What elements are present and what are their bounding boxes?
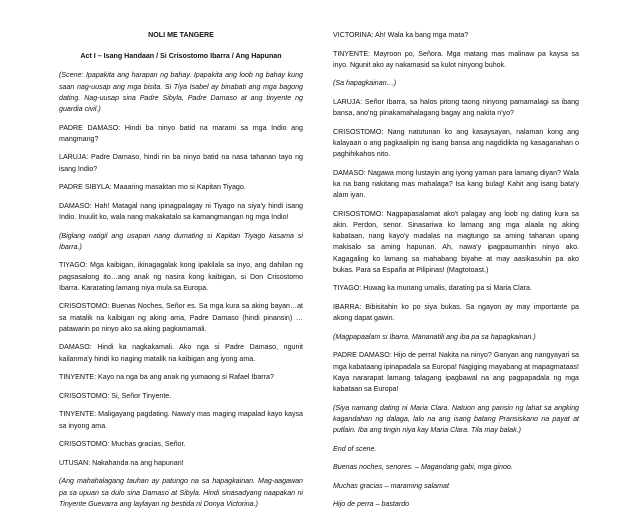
dialogue-line: DAMASO: Hindi ka nagkakamali. Ako nga si Padre Damaso, ngunit kailanma'y hindi ko naging matalik na kaibigan ang iyong ama. (59, 343, 303, 363)
dialogue-line: VICTORINA: Ah! Wala ka bang mga mata? (333, 31, 469, 39)
dialogue-line: LARUJA: Señor Ibarra, sa halos pitong taong ninyong pamamalagi sa ibang bansa, ano'ng pinakamahalagang bagay ang nakita n'yo? (333, 97, 579, 118)
dialogue-line: CRISOSTOMO: Si, Señor Tinyente. (59, 391, 172, 400)
glossary-item: Hijo de perra – bastardo (333, 500, 410, 509)
dialogue-line: UTUSAN: Nakahanda na ang hapunan! (59, 458, 184, 467)
dialogue-line: PADRE SIBYLA: Maaaring masaktan mo si Kapitan Tiyago. (59, 183, 246, 192)
end-of-scene: End of scene. (333, 444, 377, 453)
stage-direction: (Siya namang dating ni Maria Clara. Natuon ang pansin ng lahat sa angking kagandahan ng dalaga, lalo na ang isang batang Pransiskano na payat at putlain. Iba ang tingin niya kay Maria Clara. Tila may balak.) (333, 403, 579, 434)
dialogue-line: CRISOSTOMO: Nang natutunan ko ang kasaysayan, nalaman kong ang kalayaan o ang pagkaalipin ng isang bansa ang nagdidikta ng kasaganahan o paghihikahos nito. (333, 127, 579, 159)
stage-direction: (Scene: Ipapakita ang harapan ng bahay. Ipapakita ang loob ng bahay kung saan nag-uusap ang mga bisita. Si Tiya Isabel ay binabati ang mga bagong dating. Nag-uusap sina Padre Sibyla, Padre Damaso at ang tinyente ng guardia civil.) (59, 71, 303, 114)
dialogue-line: TIYAGO: Mga kaibigan, ikinagagalak kong ipakilala sa inyo, ang dahilan ng pagsasalong ito…ang anak ng nasira kong kaibigan, si Don Crisostomo Ibarra. Kararating lamang niya mula sa Europa. (59, 261, 303, 292)
dialogue-line: TINYENTE: Mayroon po, Señora. Mga matang mas malinaw pa kaysa sa inyo. Ngunit ako ay nakamasid sa kulot ninyong buhok. (333, 49, 579, 69)
stage-direction: (Magpapaalam si Ibarra. Mananatili ang iba pa sa hapagkainan.) (333, 332, 536, 341)
dialogue-line: TINYENTE: Kayo na nga ba ang anak ng yumaong si Rafael Ibarra? (59, 373, 274, 382)
dialogue-line: IBARRA: Bibisitahin ko po siya bukas. Sa ngayon ay may importante pa akong dapat gawin. (333, 302, 579, 323)
dialogue-line: PADRE DAMASO: Hindi ba ninyo batid na marami sa mga Indio ang mangmang? (59, 123, 303, 143)
stage-direction: (Biglang natigil ang usapan nang dumating si Kapitan Tiyago kasama si Ibarra.) (59, 231, 303, 251)
document-title: NOLI ME TANGERE (148, 31, 214, 39)
glossary-item: Buenas noches, senores. – Magandang gabi, mga ginoo. (333, 463, 513, 472)
dialogue-line: TIYAGO: Huwag ka munang umalis, darating pa si Maria Clara. (333, 284, 532, 293)
dialogue-line: LARUJA: Padre Damaso, hindi rin ba ninyo batid na nasa tahanan tayo ng isang Indio? (59, 153, 303, 173)
stage-direction: (Ang mahahalagang tauhan ay patungo na sa hapagkainan. Mag-aagawan pa sa upuan sa dulo sina Damaso at Sibyla. Hindi sinasadyang naapakan ni Tinyente Guevarra ang laylayan ng bestida ni Donya Victorina.) (59, 477, 303, 508)
stage-direction: (Sa hapagkainan…) (333, 79, 397, 88)
dialogue-line: CRISOSTOMO: Muchas gracias, Señor. (59, 440, 186, 449)
dialogue-line: CRISOSTOMO: Buenas Noches, Señor es. Sa mga kura sa aking bayan…at sa matalik na kaibigan ng aking ama, Padre Damaso (hindi pinansin) …patawarin po ninyo ako sa aking pagkamamali. (59, 302, 303, 333)
left-column (59, 30, 303, 517)
dialogue-line: PADRE DAMASO: Hijo de perra! Nakita na ninyo? Ganyan ang nangyayari sa mga kabataang ipinapadala sa Europa! Nagiging mayabang at mapagmataas! Kaya nararapat lamang talagang ipagbawal na ang pagpapadala ng mga kabataan sa Europa! (333, 351, 579, 393)
dialogue-line: DAMASO: Hah! Matagal nang ipinagpalagay ni Tiyago na siya'y hindi isang Indio. Inuulit ko, wala nang makakatalo sa kamangmangan ng mga Indio! (59, 201, 303, 221)
dialogue-line: TINYENTE: Maligayang pagdating. Nawa'y mas maging mapalad kayo kaysa sa inyong ama. (59, 410, 303, 430)
glossary-item: Muchas gracias – maraming salamat (333, 481, 449, 490)
right-column (333, 30, 579, 518)
dialogue-line: DAMASO: Nagawa mong lustayin ang iyong yaman para lamang diyan? Wala ka na bang nakitang mas mahalaga? Isa kang bulag! Kahit ang isang bata'y alam iyan. (333, 168, 579, 200)
act-heading: Act I – Isang Handaan / Si Crisostomo Ibarra / Ang Hapunan (80, 52, 282, 61)
dialogue-line: CRISOSTOMO: Nagpapasalamat ako't palagay ang loob ng dating kura sa akin. Perdon, senor. Sinasariwa ko lamang ang mga alaala ng aking kabataan, nang kayo'y madalas na magtungo sa aming tahanan upang makisalo sa aming hapunan. Ah, nawa'y ipagpaumanhin ninyo ako. Kagagaling ko lamang sa mahabang biyahe at may aasikasuhin pa ako bukas. Para sa España at Pilipinas! (Magtotoast.) (333, 209, 579, 274)
